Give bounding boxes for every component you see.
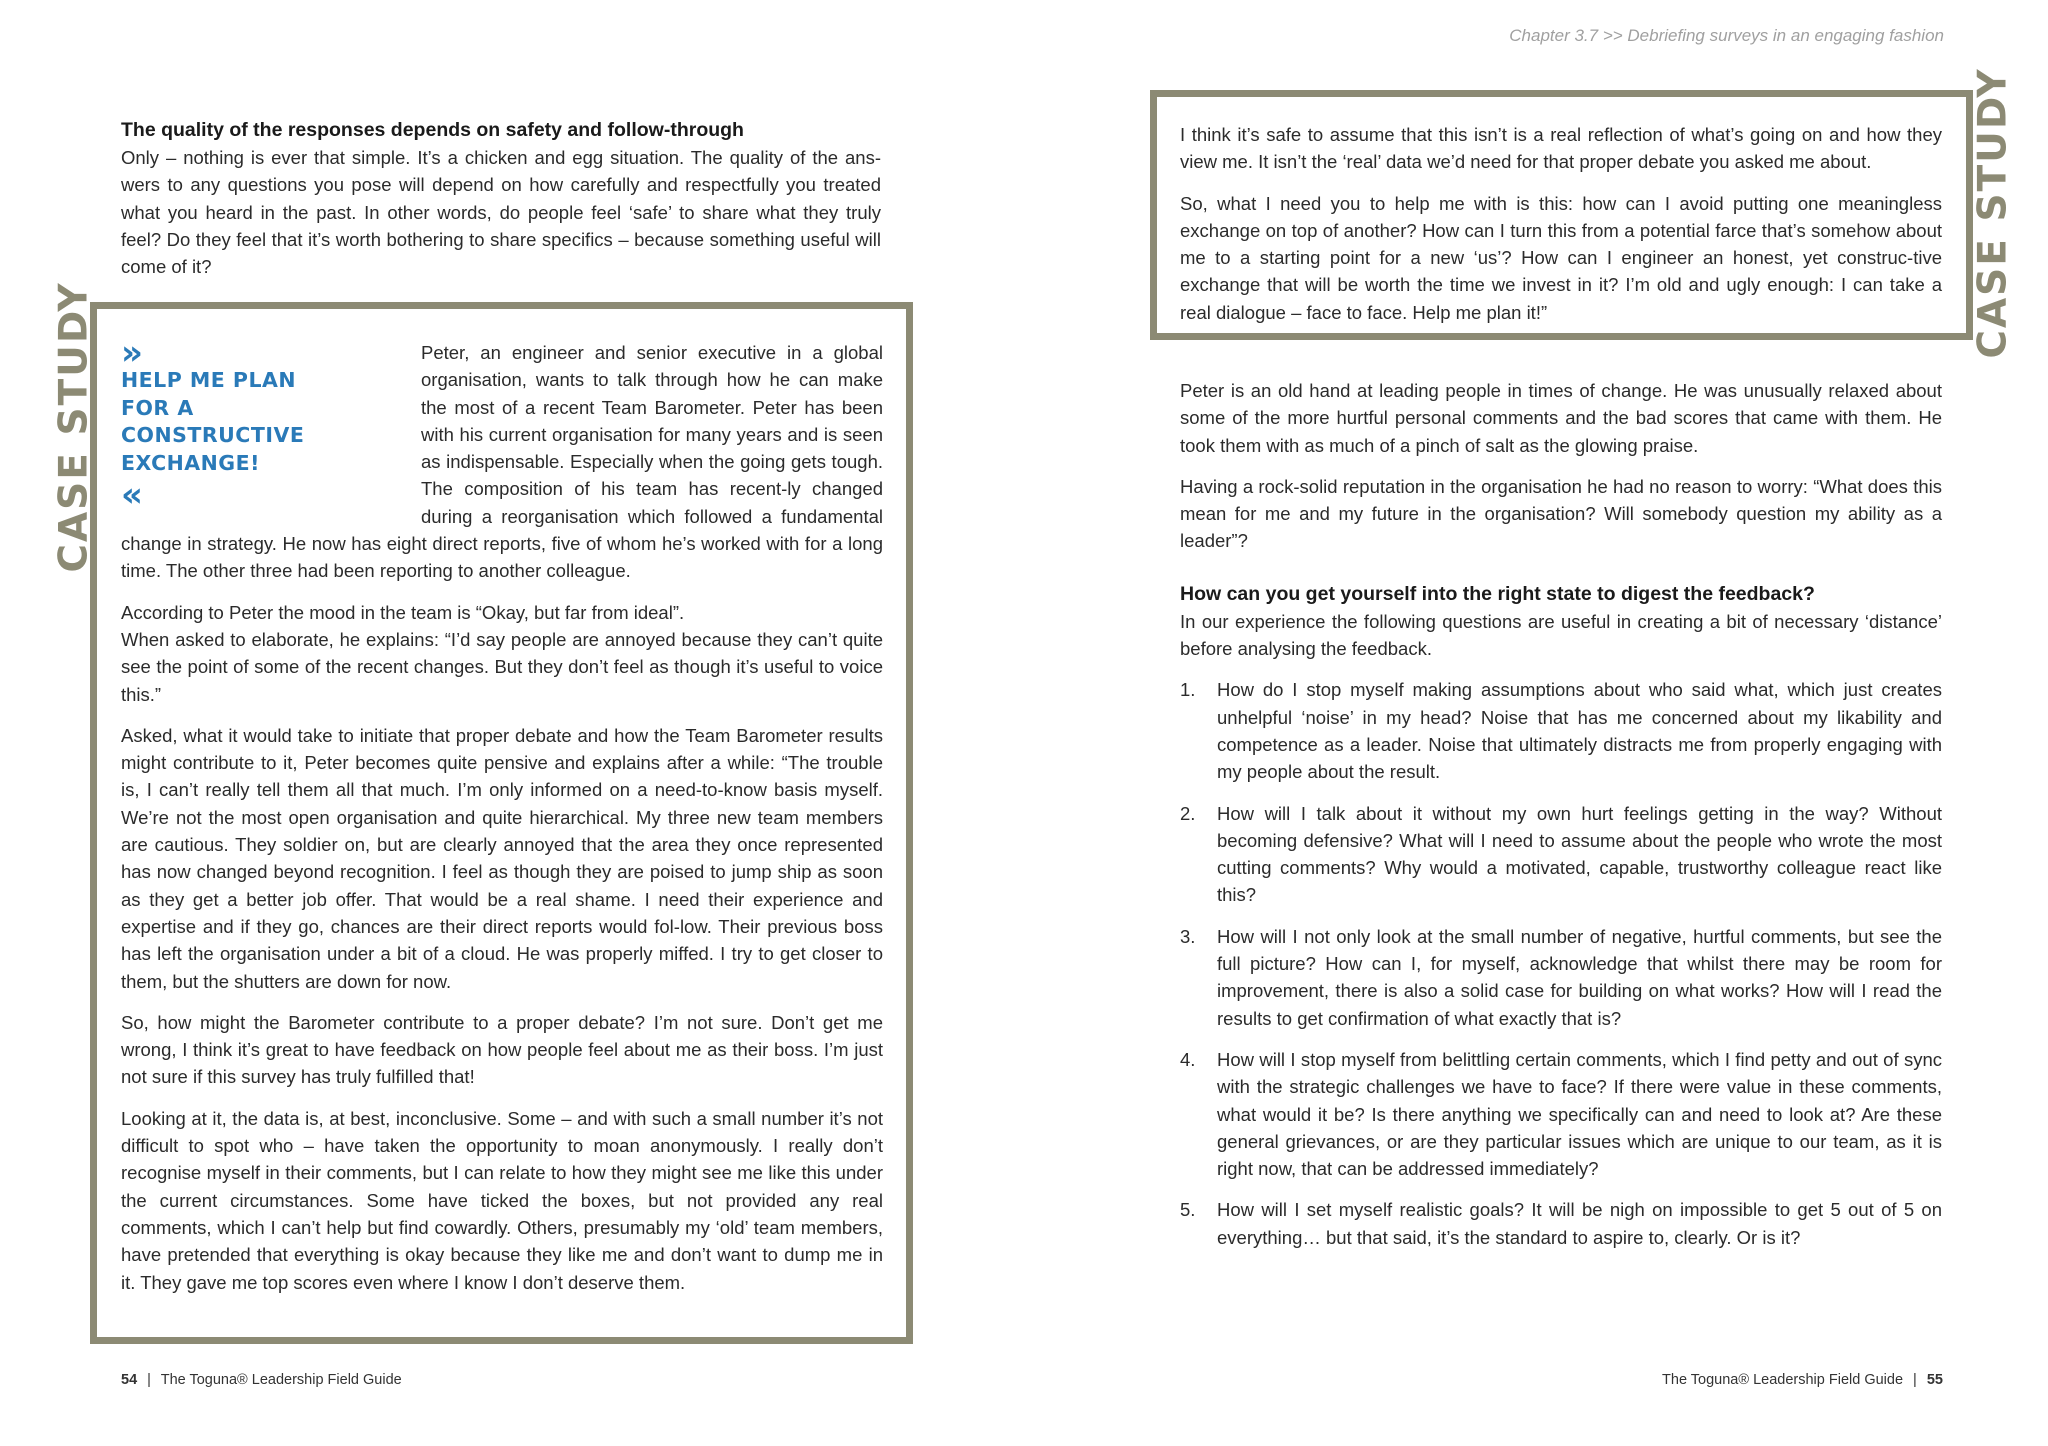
case-study-content [121, 333, 883, 1296]
book-title-right: The Toguna® Leadership Field Guide [1662, 1372, 1904, 1388]
list-number: 5. [1180, 1199, 1196, 1221]
list-number: 3. [1180, 925, 1196, 947]
folio-separator-left: | [147, 1372, 151, 1388]
running-head: Chapter 3.7 >> Debriefing surveys in an engaging fashion [1509, 26, 1944, 45]
continued-paragraph-2: So, what I need you to help me with is this: how can I avoid putting one meaningless exchange on top of another? How can I turn this from a potential farce that’s somehow about me to a starting point for a new ‘us’? How can I engineer an honest, yet construc-tive exchange that will be worth the time we invest in it? I’m old and ugly enough: I can take a real dialogue – face to face. Help me plan it!” [1180, 192, 1942, 323]
body-paragraph-2: Having a rock-solid reputation in the organisation he had no reason to worry: “What does this mean for me and my future in the organisation? Will somebody question my ability as a leader”? [1180, 475, 1942, 552]
case-paragraph-6: Looking at it, the data is, at best, inconclusive. Some – and with such a small number it’s not difficult to spot who – have taken the opportunity to moan anonymously. I really don’t recognise myself in their comments, but I can relate to how they might see me like this under the current circumstances. Some have ticked the boxes, but not provided any real comments, which I can’t help but find cowardly. Others, presumably my ‘old’ team members, have pretended that everything is okay because they like me and don’t want to dump me in it. They gave me top scores even where I know I don’t deserve them. [121, 1107, 883, 1293]
section-heading: The quality of the responses depends on safety and follow-through [121, 119, 744, 141]
list-number: 1. [1180, 679, 1196, 701]
continued-paragraph-1: I think it’s safe to assume that this isn’t is a real reflection of what’s going on and how they view me. It isn’t the ‘real’ data we’d need for that proper debate you asked me about. [1180, 124, 1942, 173]
list-text: How will I not only look at the small number of negative, hurtful comments, but see the full picture? How can I, for myself, acknowledge that whilst there may be room for improvement, there is also a solid case for building on what works? How will I read the results to get confirmation of what exactly that is? [1217, 925, 1942, 1029]
page-number-left: 54 [121, 1372, 138, 1388]
case-study-label-right: CASE STUDY [1970, 67, 2016, 359]
callout [121, 333, 421, 517]
body-paragraph-1: Peter is an old hand at leading people in times of change. He was unusually relaxed about some of the more hurtful personal comments and the bad scores that came with them. He took them with as much of a pinch of salt as the glowing praise. [1180, 380, 1942, 456]
right-page-body [1180, 377, 1942, 1265]
folio-separator-right: | [1913, 1372, 1917, 1388]
case-study-label-left: CASE STUDY [51, 281, 97, 573]
book-title-left: The Toguna® Leadership Field Guide [160, 1372, 402, 1388]
callout-title-line-1: HELP ME PLAN [121, 368, 297, 392]
question-list [1180, 676, 1942, 1251]
list-text: How do I stop myself making assumptions about who said what, which just creates unhelpful ‘noise’ in my head? Noise that has me concerned about my likability and competence as a leader. Noise that ultimately distracts me from properly engaging with my people about the result. [1217, 679, 1942, 783]
list-item [1180, 676, 1942, 785]
intro-paragraph: Only – nothing is ever that simple. It’s a chicken and egg situation. The quality of the ans-wers to any questions you pose will depend on how carefully and respectfully you treated what you heard in the past. In other words, do people feel ‘safe’ to share what they truly feel? Do they feel that it’s worth bothering to share specifics – because something useful will come of it? [121, 147, 881, 278]
intro-paragraph-right: In our experience the following questions are useful in creating a bit of necessary ‘distance’ before analysing the feedback. [1180, 610, 1942, 660]
case-study-box-right [1150, 90, 1973, 340]
list-text: How will I set myself realistic goals? It will be nigh on impossible to get 5 out of 5 on everything… but that said, it’s the standard to aspire to, clearly. Or is it? [1217, 1199, 1942, 1248]
list-number: 4. [1180, 1048, 1196, 1070]
list-item [1180, 1196, 1942, 1251]
close-quote-icon: « [121, 475, 143, 515]
list-text: How will I talk about it without my own hurt feelings getting in the way? Without becoming defensive? What will I need to assume about the people who wrote the most cutting comments? Why would a motivated, capable, trustworthy colleague react like this? [1217, 802, 1942, 906]
section-heading-right: How can you get yourself into the right state to digest the feedback? [1180, 582, 1815, 605]
list-item [1180, 800, 1942, 909]
list-text: How will I stop myself from belittling certain comments, which I find petty and out of sync with the strategic challenges we have to face? If there were value in these comments, what would it be? Is there anything we specifically can and need to look at? Are these general grievances, or are they particular issues which are unique to our team, as it is right now, that can be addressed immediately? [1217, 1048, 1942, 1180]
case-paragraph-4: Asked, what it would take to initiate that proper debate and how the Team Barometer results might contribute to it, Peter becomes quite pensive and explains after a while: “The trouble is, I can’t really tell them all that much. I’m only informed on a need-to-know basis myself. We’re not the most open organisation and quite hierarchical. My three new team members are cautious. They soldier on, but are clearly annoyed that the area they once represented has now changed beyond recognition. I feel as though they are poised to jump ship as soon as they get a better job offer. That would be a real shame. I need their experience and expertise and if they go, chances are their direct reports would fol-low. Their previous boss has left the organisation under a bit of a cloud. He was properly miffed. I try to get closer to them, but the shutters are down for now. [121, 724, 883, 992]
open-quote-icon: » [121, 333, 143, 373]
case-study-continued [1180, 121, 1942, 326]
list-item [1180, 1046, 1942, 1182]
folio-right [1662, 1372, 1943, 1388]
page-number-right: 55 [1926, 1372, 1943, 1388]
case-paragraph-2: According to Peter the mood in the team is “Okay, but far from ideal”. [121, 601, 685, 623]
left-page-intro [121, 117, 881, 280]
case-paragraph-5: So, how might the Barometer contribute to a proper debate? I’m not sure. Don’t get me wrong, I think it’s great to have feedback on how people feel about me as their boss. I’m just not sure if this survey has truly fulfilled that! [121, 1011, 883, 1088]
case-study-box-left [90, 302, 913, 1344]
case-paragraph-1: Peter, an engineer and senior executive in a global organisation, wants to talk through how he can make the most of a recent Team Barometer. Peter has been with his current organisation for many years and is seen as indispensable. Especially when the going gets tough. The composition of his team has recent-ly changed during a reorganisation which followed a fundamental change in strategy. He now has eight direct reports, five of whom he’s worked with for a long time. The other three had been reporting to another colleague. [121, 342, 883, 582]
folio-left [121, 1372, 402, 1388]
callout-title-line-3: CONSTRUCTIVE [121, 423, 305, 447]
list-number: 2. [1180, 802, 1196, 824]
list-item [1180, 923, 1942, 1032]
callout-title-line-2: FOR A [121, 395, 194, 420]
case-paragraph-3: When asked to elaborate, he explains: “I’d say people are annoyed because they can’t quite see the point of some of the recent changes. But they don’t feel as though it’s useful to voice this.” [121, 628, 883, 705]
callout-title-line-4: EXCHANGE! [121, 450, 260, 475]
